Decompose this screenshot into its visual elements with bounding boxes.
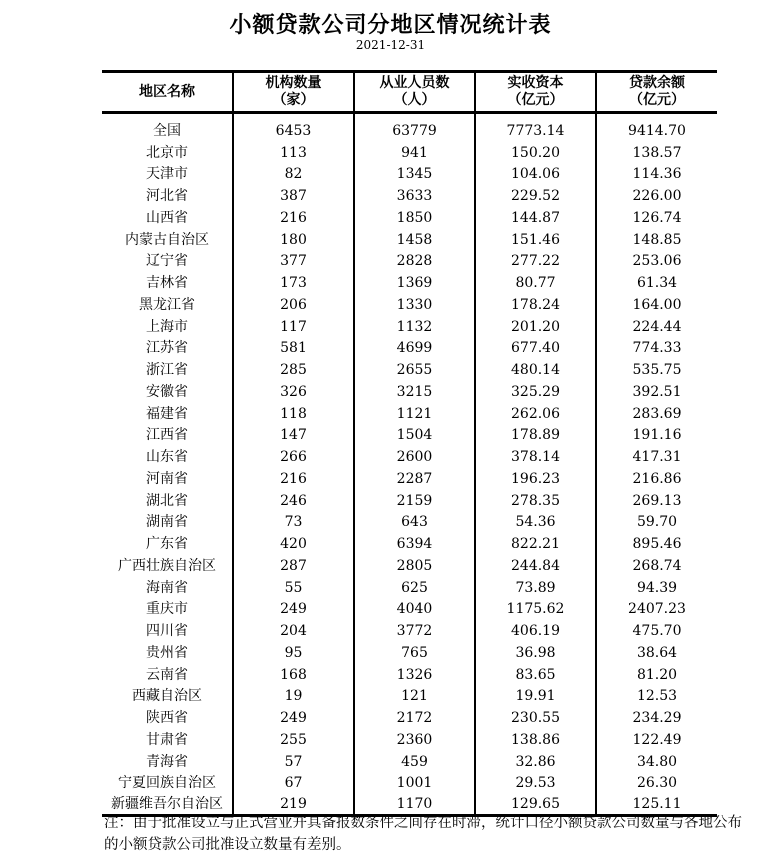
- cell-paid-in-capital: 262.06: [475, 403, 596, 425]
- cell-loan-balance: 268.74: [596, 555, 717, 577]
- cell-paid-in-capital: 677.40: [475, 338, 596, 360]
- cell-loan-balance: 81.20: [596, 664, 717, 686]
- cell-region-name: 陕西省: [146, 710, 188, 727]
- cell-employee-count: 765: [354, 642, 475, 664]
- report-date: 2021-12-31: [355, 38, 426, 52]
- header-loan-balance: [596, 72, 717, 113]
- table-row: [102, 164, 717, 186]
- table-row: [102, 555, 717, 577]
- cell-paid-in-capital: 406.19: [475, 620, 596, 642]
- cell-region-name: 浙江省: [146, 362, 188, 379]
- cell-region-name: 天津市: [146, 166, 188, 183]
- cell-loan-balance: 138.57: [596, 142, 717, 164]
- table-row: [102, 490, 717, 512]
- cell-region-name: 上海市: [146, 318, 188, 335]
- header-label: 实收资本: [507, 75, 564, 91]
- cell-employee-count: 1326: [354, 664, 475, 686]
- cell-region-name: 辽宁省: [146, 253, 188, 270]
- table-row: [102, 381, 717, 403]
- cell-employee-count: 2172: [354, 707, 475, 729]
- cell-paid-in-capital: 138.86: [475, 729, 596, 751]
- cell-institution-count: 326: [233, 381, 354, 403]
- cell-paid-in-capital: 29.53: [475, 773, 596, 795]
- cell-paid-in-capital: 822.21: [475, 533, 596, 555]
- cell-region-name: 江苏省: [146, 340, 188, 357]
- table-row: [102, 468, 717, 490]
- cell-region-name: 甘肃省: [146, 731, 188, 748]
- cell-institution-count: 57: [233, 751, 354, 773]
- cell-loan-balance: 191.16: [596, 425, 717, 447]
- cell-loan-balance: 269.13: [596, 490, 717, 512]
- cell-paid-in-capital: 1175.62: [475, 599, 596, 621]
- cell-region-name: 广东省: [146, 536, 188, 553]
- table-body: [102, 113, 717, 816]
- cell-employee-count: 2600: [354, 446, 475, 468]
- cell-loan-balance: 164.00: [596, 294, 717, 316]
- cell-employee-count: 2655: [354, 359, 475, 381]
- table-row: [102, 446, 717, 468]
- cell-loan-balance: 226.00: [596, 185, 717, 207]
- cell-institution-count: 168: [233, 664, 354, 686]
- cell-paid-in-capital: 278.35: [475, 490, 596, 512]
- cell-institution-count: 266: [233, 446, 354, 468]
- cell-employee-count: 1330: [354, 294, 475, 316]
- cell-employee-count: 1345: [354, 164, 475, 186]
- table-row: [102, 664, 717, 686]
- cell-employee-count: 1170: [354, 794, 475, 816]
- cell-loan-balance: 148.85: [596, 229, 717, 251]
- cell-paid-in-capital: 178.89: [475, 425, 596, 447]
- footnote: 注：由于批准设立与正式营业并具备报数条件之间存在时滞，统计口径小额贷款公司数量与各地公布的小额贷款公司批准设立数量有差别。: [104, 815, 742, 853]
- cell-loan-balance: 2407.23: [596, 599, 717, 621]
- cell-paid-in-capital: 144.87: [475, 207, 596, 229]
- cell-employee-count: 3772: [354, 620, 475, 642]
- cell-paid-in-capital: 201.20: [475, 316, 596, 338]
- cell-loan-balance: 94.39: [596, 577, 717, 599]
- cell-paid-in-capital: 229.52: [475, 185, 596, 207]
- table-row: [102, 773, 717, 795]
- cell-loan-balance: 774.33: [596, 338, 717, 360]
- table-row: [102, 620, 717, 642]
- cell-institution-count: 216: [233, 207, 354, 229]
- cell-employee-count: 4699: [354, 338, 475, 360]
- cell-region-name: 云南省: [146, 666, 188, 683]
- table-row: [102, 599, 717, 621]
- table-row: [102, 403, 717, 425]
- cell-institution-count: 246: [233, 490, 354, 512]
- cell-institution-count: 249: [233, 599, 354, 621]
- cell-employee-count: 1458: [354, 229, 475, 251]
- cell-loan-balance: 126.74: [596, 207, 717, 229]
- table-row: [102, 359, 717, 381]
- cell-loan-balance: 59.70: [596, 512, 717, 534]
- cell-employee-count: 2360: [354, 729, 475, 751]
- cell-region-name: 内蒙古自治区: [125, 231, 209, 248]
- cell-paid-in-capital: 244.84: [475, 555, 596, 577]
- cell-region-name: 新疆维吾尔自治区: [102, 794, 233, 816]
- cell-region-name: 全国: [153, 122, 181, 139]
- cell-institution-count: 117: [233, 316, 354, 338]
- cell-institution-count: 95: [233, 642, 354, 664]
- cell-paid-in-capital: 151.46: [475, 229, 596, 251]
- cell-loan-balance: 392.51: [596, 381, 717, 403]
- cell-loan-balance: 475.70: [596, 620, 717, 642]
- cell-loan-balance: 895.46: [596, 533, 717, 555]
- cell-paid-in-capital: 196.23: [475, 468, 596, 490]
- table-row: [102, 294, 717, 316]
- statistics-table: [102, 70, 717, 817]
- cell-employee-count: 1132: [354, 316, 475, 338]
- cell-institution-count: 206: [233, 294, 354, 316]
- cell-region-name: 江西省: [146, 427, 188, 444]
- cell-paid-in-capital: 129.65: [475, 794, 596, 816]
- table-row: [102, 425, 717, 447]
- cell-paid-in-capital: 277.22: [475, 251, 596, 273]
- cell-institution-count: 19: [233, 686, 354, 708]
- cell-region-name: 安徽省: [146, 383, 188, 400]
- cell-loan-balance: 61.34: [596, 272, 717, 294]
- cell-institution-count: 287: [233, 555, 354, 577]
- cell-institution-count: 285: [233, 359, 354, 381]
- cell-loan-balance: 9414.70: [596, 113, 717, 142]
- cell-region-name: 青海省: [146, 753, 188, 770]
- cell-institution-count: 387: [233, 185, 354, 207]
- table-row: [102, 229, 717, 251]
- cell-region-name: 海南省: [146, 579, 188, 596]
- cell-loan-balance: 26.30: [596, 773, 717, 795]
- header-unit: （人）: [393, 92, 436, 108]
- cell-institution-count: 113: [233, 142, 354, 164]
- cell-employee-count: 1121: [354, 403, 475, 425]
- cell-region-name: 河北省: [146, 188, 188, 205]
- cell-region-name: 黑龙江省: [139, 296, 195, 313]
- cell-employee-count: 121: [354, 686, 475, 708]
- table-row: [102, 686, 717, 708]
- cell-employee-count: 941: [354, 142, 475, 164]
- table-row: [102, 251, 717, 273]
- cell-loan-balance: 283.69: [596, 403, 717, 425]
- header-label: 机构数量: [265, 75, 322, 91]
- cell-employee-count: 1369: [354, 272, 475, 294]
- cell-loan-balance: 114.36: [596, 164, 717, 186]
- cell-region-name: 北京市: [146, 144, 188, 161]
- header-unit: （亿元）: [507, 92, 564, 108]
- table-row: [102, 642, 717, 664]
- cell-institution-count: 73: [233, 512, 354, 534]
- cell-employee-count: 1504: [354, 425, 475, 447]
- cell-institution-count: 249: [233, 707, 354, 729]
- cell-institution-count: 118: [233, 403, 354, 425]
- cell-loan-balance: 224.44: [596, 316, 717, 338]
- table-row: [102, 533, 717, 555]
- cell-region-name: 西藏自治区: [132, 688, 202, 705]
- header-unit: （亿元）: [629, 92, 685, 108]
- header-label: 从业人员数: [379, 75, 450, 91]
- cell-region-name: 四川省: [146, 623, 188, 640]
- cell-region-name: 湖北省: [146, 492, 188, 509]
- cell-institution-count: 216: [233, 468, 354, 490]
- cell-region-name: 山东省: [146, 449, 188, 466]
- cell-employee-count: 6394: [354, 533, 475, 555]
- cell-institution-count: 255: [233, 729, 354, 751]
- table-row: [102, 272, 717, 294]
- cell-paid-in-capital: 80.77: [475, 272, 596, 294]
- cell-employee-count: 643: [354, 512, 475, 534]
- cell-institution-count: 377: [233, 251, 354, 273]
- cell-institution-count: 67: [233, 773, 354, 795]
- cell-paid-in-capital: 150.20: [475, 142, 596, 164]
- cell-institution-count: 581: [233, 338, 354, 360]
- cell-region-name: 重庆市: [146, 601, 188, 618]
- cell-institution-count: 180: [233, 229, 354, 251]
- cell-loan-balance: 12.53: [596, 686, 717, 708]
- cell-institution-count: 173: [233, 272, 354, 294]
- cell-institution-count: 204: [233, 620, 354, 642]
- cell-paid-in-capital: 83.65: [475, 664, 596, 686]
- table-row: [102, 113, 717, 142]
- header-paid-in-capital: [475, 72, 596, 113]
- cell-paid-in-capital: 19.91: [475, 686, 596, 708]
- header-region: [102, 72, 233, 113]
- table-row: [102, 142, 717, 164]
- table-row: [102, 316, 717, 338]
- cell-institution-count: 219: [233, 794, 354, 816]
- cell-region-name: 湖南省: [146, 514, 188, 531]
- page-title: 小额贷款公司分地区情况统计表: [229, 13, 552, 38]
- table-header-row: [102, 72, 717, 113]
- table-row: [102, 338, 717, 360]
- header-employees: [354, 72, 475, 113]
- cell-region-name: 山西省: [146, 209, 188, 226]
- cell-employee-count: 3633: [354, 185, 475, 207]
- cell-institution-count: 420: [233, 533, 354, 555]
- cell-loan-balance: 122.49: [596, 729, 717, 751]
- cell-loan-balance: 253.06: [596, 251, 717, 273]
- cell-loan-balance: 125.11: [596, 794, 717, 816]
- cell-region-name: 广西壮族自治区: [118, 557, 216, 574]
- cell-paid-in-capital: 36.98: [475, 642, 596, 664]
- cell-paid-in-capital: 32.86: [475, 751, 596, 773]
- table-row: [102, 751, 717, 773]
- header-label: 贷款余额: [629, 75, 685, 91]
- cell-paid-in-capital: 325.29: [475, 381, 596, 403]
- cell-employee-count: 625: [354, 577, 475, 599]
- cell-paid-in-capital: 480.14: [475, 359, 596, 381]
- cell-institution-count: 147: [233, 425, 354, 447]
- table-row: [102, 729, 717, 751]
- cell-employee-count: 4040: [354, 599, 475, 621]
- table-row: [102, 185, 717, 207]
- cell-employee-count: 459: [354, 751, 475, 773]
- cell-employee-count: 1850: [354, 207, 475, 229]
- table-row: [102, 512, 717, 534]
- cell-paid-in-capital: 230.55: [475, 707, 596, 729]
- cell-region-name: 河南省: [146, 470, 188, 487]
- cell-loan-balance: 535.75: [596, 359, 717, 381]
- cell-loan-balance: 417.31: [596, 446, 717, 468]
- cell-paid-in-capital: 378.14: [475, 446, 596, 468]
- cell-paid-in-capital: 104.06: [475, 164, 596, 186]
- cell-employee-count: 2828: [354, 251, 475, 273]
- header-institutions: [233, 72, 354, 113]
- cell-institution-count: 82: [233, 164, 354, 186]
- cell-employee-count: 2287: [354, 468, 475, 490]
- cell-region-name: 宁夏回族自治区: [118, 775, 216, 792]
- cell-loan-balance: 234.29: [596, 707, 717, 729]
- cell-employee-count: 2159: [354, 490, 475, 512]
- cell-employee-count: 2805: [354, 555, 475, 577]
- table-row: [102, 707, 717, 729]
- cell-paid-in-capital: 178.24: [475, 294, 596, 316]
- cell-paid-in-capital: 54.36: [475, 512, 596, 534]
- table-row: [102, 577, 717, 599]
- cell-employee-count: 63779: [354, 113, 475, 142]
- table-row: [102, 207, 717, 229]
- cell-paid-in-capital: 7773.14: [475, 113, 596, 142]
- cell-region-name: 贵州省: [146, 644, 188, 661]
- cell-paid-in-capital: 73.89: [475, 577, 596, 599]
- cell-region-name: 福建省: [146, 405, 188, 422]
- cell-loan-balance: 216.86: [596, 468, 717, 490]
- cell-employee-count: 1001: [354, 773, 475, 795]
- cell-loan-balance: 34.80: [596, 751, 717, 773]
- cell-institution-count: 55: [233, 577, 354, 599]
- cell-region-name: 吉林省: [146, 275, 188, 292]
- header-label: 地区名称: [139, 83, 195, 100]
- cell-employee-count: 3215: [354, 381, 475, 403]
- header-unit: （家）: [272, 92, 315, 108]
- cell-loan-balance: 38.64: [596, 642, 717, 664]
- cell-institution-count: 6453: [233, 113, 354, 142]
